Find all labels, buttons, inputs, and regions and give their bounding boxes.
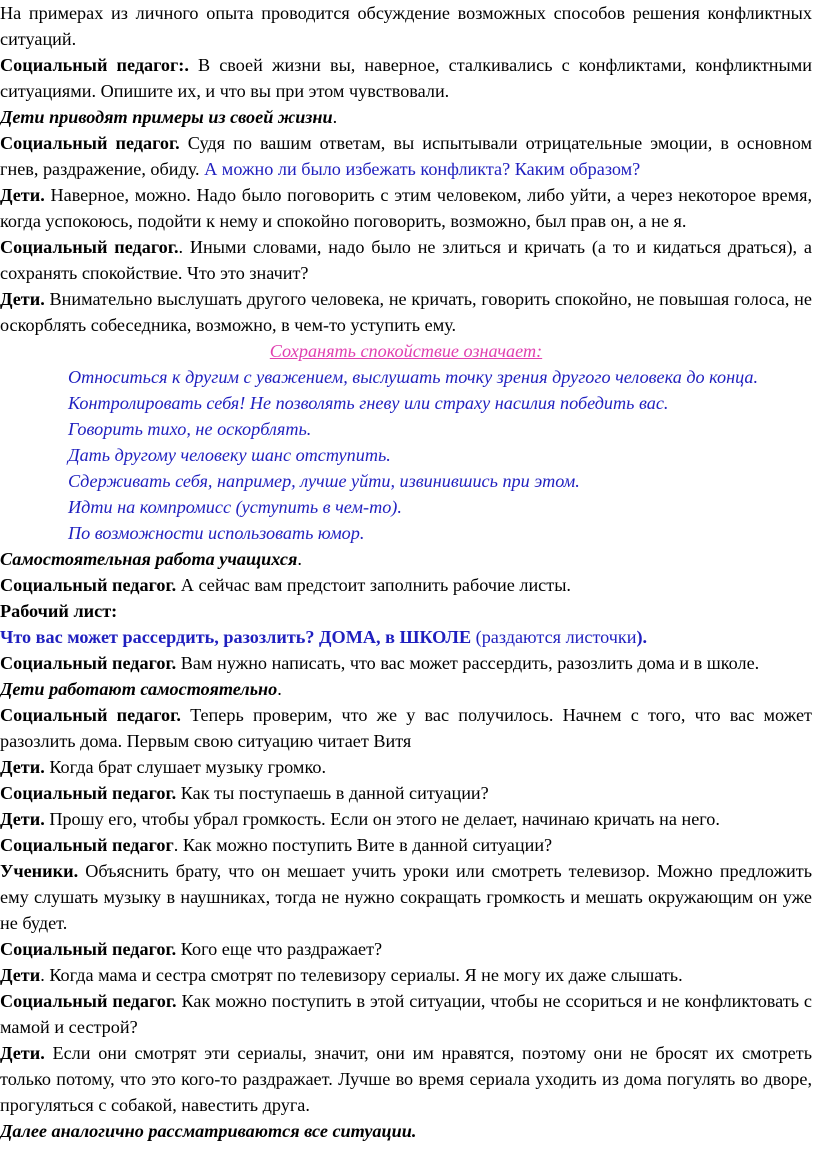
list-item: Относиться к другим с уважением, выслушать точку зрения другого человека до конца.	[68, 367, 759, 387]
speech-text: Судя по вашим ответам, вы испытывали отрицательные эмоции, в основном гнев, раздражение, обиду.	[0, 133, 812, 179]
list-item: Дать другому человеку шанс отступить.	[68, 445, 391, 465]
worksheet-question-end: ).	[636, 627, 648, 647]
speech-text: . Иными словами, надо было не злиться и кричать (а то и кидаться драться), а сохранять спокойствие. Что это значит?	[0, 237, 812, 283]
speaker-label: Социальный педагог.	[0, 575, 177, 595]
list-item: Говорить тихо, не оскорблять.	[68, 419, 312, 439]
list-item: Идти на компромисс (уступить в чем-то).	[68, 497, 402, 517]
dialogue-paragraph	[0, 182, 812, 234]
stage-note	[0, 104, 812, 130]
speech-text: Прошу его, чтобы убрал громкость. Если он этого не делает, начинаю кричать на него.	[44, 809, 720, 829]
speaker-label: Социальный педагог.	[0, 939, 177, 959]
speech-text: Наверное, можно. Надо было поговорить с этим человеком, либо уйти, а через некоторое время, когда успокоюсь, подойти к нему и спокойно поговорить, возможно, был прав он, а не я.	[0, 185, 812, 231]
stage-note	[0, 546, 812, 572]
speech-text: . Когда мама и сестра смотрят по телевизору сериалы. Я не могу их даже слышать.	[40, 965, 683, 985]
speech-text: А сейчас вам предстоит заполнить рабочие листы.	[176, 575, 571, 595]
dialogue-paragraph	[0, 962, 812, 988]
speech-text: Когда брат слушает музыку громко.	[44, 757, 326, 777]
speaker-label: Социальный педагог.	[0, 653, 177, 673]
dialogue-paragraph	[0, 806, 812, 832]
speaker-label: Дети.	[0, 185, 45, 205]
speech-text: Кого еще что раздражает?	[176, 939, 383, 959]
list-item: По возможности использовать юмор.	[68, 523, 365, 543]
question-text: А можно ли было избежать конфликта? Каким образом?	[199, 159, 641, 179]
dialogue-paragraph	[0, 234, 812, 286]
speech-text: Как можно поступить в этой ситуации, чтобы не ссориться и не конфликтовать с мамой и сестрой?	[0, 991, 812, 1037]
worksheet-question	[0, 624, 812, 650]
stage-note-text: Самостоятельная работа учащихся	[0, 549, 298, 569]
speaker-label: Социальный педагог.	[0, 783, 177, 803]
speech-text: Если они смотрят эти сериалы, значит, они им нравятся, поэтому они не бросят их смотреть только потому, что это кого-то раздражает. Лучше во время сериала уходить из дома погулять во дворе, прогуляться с собакой, навестить друга.	[0, 1043, 812, 1115]
closing-note: Далее аналогично рассматриваются все ситуации.	[0, 1121, 417, 1141]
stage-note-text: Дети приводят примеры из своей жизни	[0, 107, 333, 127]
worksheet-question-text: Что вас может рассердить, разозлить? ДОМА, в ШКОЛЕ	[0, 627, 472, 647]
dialogue-paragraph	[0, 52, 812, 104]
calm-heading: Сохранять спокойствие означает:	[269, 341, 543, 361]
stage-note-end: .	[332, 107, 338, 127]
stage-note-end: .	[277, 679, 282, 699]
speech-text: Объяснить брату, что он мешает учить уроки или смотреть телевизор. Можно предложить ему слушать музыку в наушниках, тогда не нужно сокращать громкость и мешать окружающим он уже не будет.	[0, 861, 812, 933]
worksheet-title: Рабочий лист:	[0, 601, 118, 621]
list-item: Сдерживать себя, например, лучше уйти, извинившись при этом.	[68, 471, 580, 491]
dialogue-paragraph	[0, 572, 812, 598]
speaker-label: Социальный педагог	[0, 835, 174, 855]
speaker-label: Социальный педагог.	[0, 237, 179, 257]
calm-list	[0, 364, 812, 546]
dialogue-paragraph	[0, 1040, 812, 1118]
speaker-label: Социальный педагог.	[0, 133, 180, 153]
stage-note-text: Дети работают самостоятельно	[0, 679, 278, 699]
speech-text: Вам нужно написать, что вас может рассердить, разозлить дома и в школе.	[176, 653, 760, 673]
speaker-label: Дети.	[0, 809, 45, 829]
speaker-label: Дети	[0, 965, 41, 985]
speaker-label: Социальный педагог.	[0, 991, 177, 1011]
dialogue-paragraph	[0, 702, 812, 754]
dialogue-paragraph	[0, 130, 812, 182]
speech-text: . Как можно поступить Вите в данной ситуации?	[173, 835, 553, 855]
dialogue-paragraph	[0, 650, 812, 676]
stage-note-end: .	[297, 549, 302, 569]
speech-text: Теперь проверим, что же у вас получилось. Начнем с того, что вас может разозлить дома. Первым свою ситуацию читает Витя	[0, 705, 812, 751]
speaker-label: Дети.	[0, 757, 45, 777]
speaker-label: Ученики.	[0, 861, 79, 881]
dialogue-paragraph	[0, 988, 812, 1040]
list-item: Контролировать себя! Не позволять гневу или страху насилия победить вас.	[68, 393, 669, 413]
speaker-label: Дети.	[0, 1043, 45, 1063]
speaker-label: Социальный педагог:.	[0, 55, 189, 75]
dialogue-paragraph	[0, 780, 812, 806]
speaker-label: Социальный педагог.	[0, 705, 181, 725]
speaker-label: Дети.	[0, 289, 45, 309]
dialogue-paragraph	[0, 832, 812, 858]
dialogue-paragraph	[0, 858, 812, 936]
worksheet-question-tail: (раздаются листочки	[471, 627, 637, 647]
stage-note	[0, 676, 812, 702]
speech-text: В своей жизни вы, наверное, сталкивались с конфликтами, конфликтными ситуациями. Опишите их, и что вы при этом чувствовали.	[0, 55, 812, 101]
dialogue-paragraph	[0, 754, 812, 780]
speech-text: Как ты поступаешь в данной ситуации?	[176, 783, 489, 803]
speech-text: Внимательно выслушать другого человека, не кричать, говорить спокойно, не повышая голоса, не оскорблять собеседника, возможно, в чем-то уступить ему.	[0, 289, 812, 335]
dialogue-paragraph	[0, 286, 812, 338]
intro-paragraph: На примерах из личного опыта проводится обсуждение возможных способов решения конфликтных ситуаций.	[0, 3, 812, 49]
dialogue-paragraph	[0, 936, 812, 962]
